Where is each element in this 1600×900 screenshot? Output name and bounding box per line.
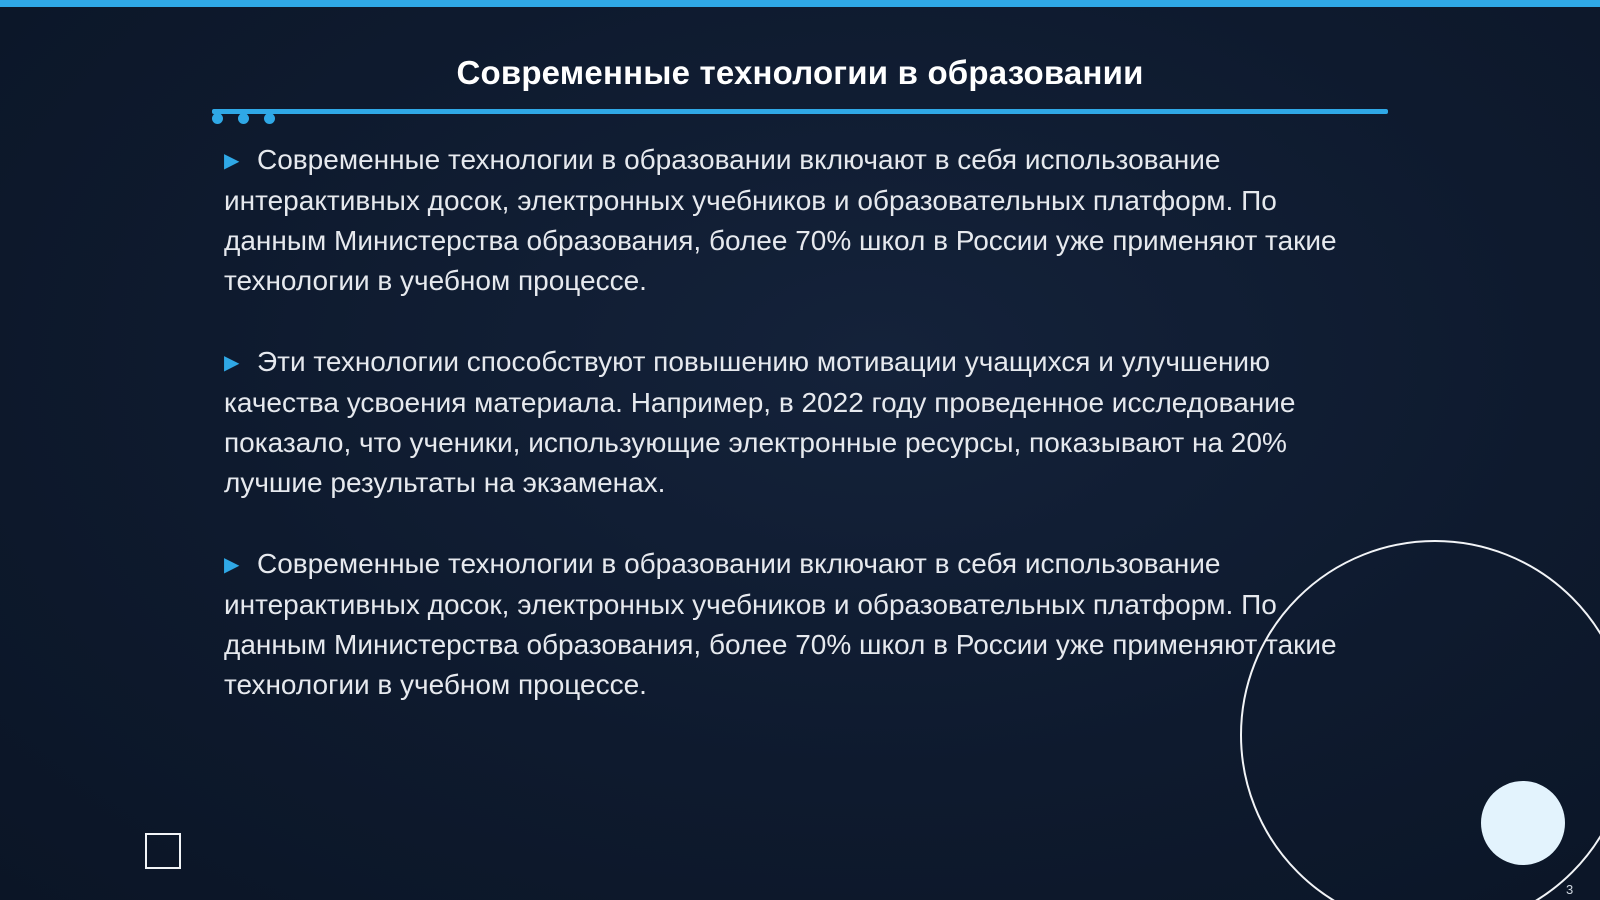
decorative-dot-icon — [212, 113, 223, 124]
page-number: 3 — [1566, 882, 1574, 897]
decorative-square-icon — [145, 833, 181, 869]
bullet-item — [224, 544, 1384, 705]
slide-title: Современные технологии в образовании — [456, 54, 1144, 91]
bullet-text: Эти технологии способствуют повышению мотивации учащихся и улучшению качества усвоения материала. Например, в 2022 году проведенное исследование показало, что ученики, использующие электронные ресурсы, показывают на 20% лучшие результаты на экзаменах. — [224, 346, 1296, 498]
bullet-text: Современные технологии в образовании включают в себя использование интерактивных досок, электронных учебников и образовательных платформ. По данным Министерства образования, более 70% школ в России уже применяют такие технологии в учебном процессе. — [224, 144, 1337, 296]
triangle-bullet-icon: ▶ — [224, 352, 240, 374]
decorative-circle-icon — [1481, 781, 1565, 865]
bullet-list — [224, 140, 1384, 746]
top-accent-bar — [0, 0, 1600, 7]
decorative-dot-icon — [238, 113, 249, 124]
bullet-text: Современные технологии в образовании включают в себя использование интерактивных досок, электронных учебников и образовательных платформ. По данным Министерства образования, более 70% школ в России уже применяют такие технологии в учебном процессе. — [224, 548, 1337, 700]
bullet-item — [224, 140, 1384, 301]
decorative-dot-icon — [264, 113, 275, 124]
triangle-bullet-icon: ▶ — [224, 150, 240, 172]
triangle-bullet-icon: ▶ — [224, 554, 240, 576]
title-underline — [212, 109, 1388, 114]
bullet-item — [224, 342, 1384, 503]
